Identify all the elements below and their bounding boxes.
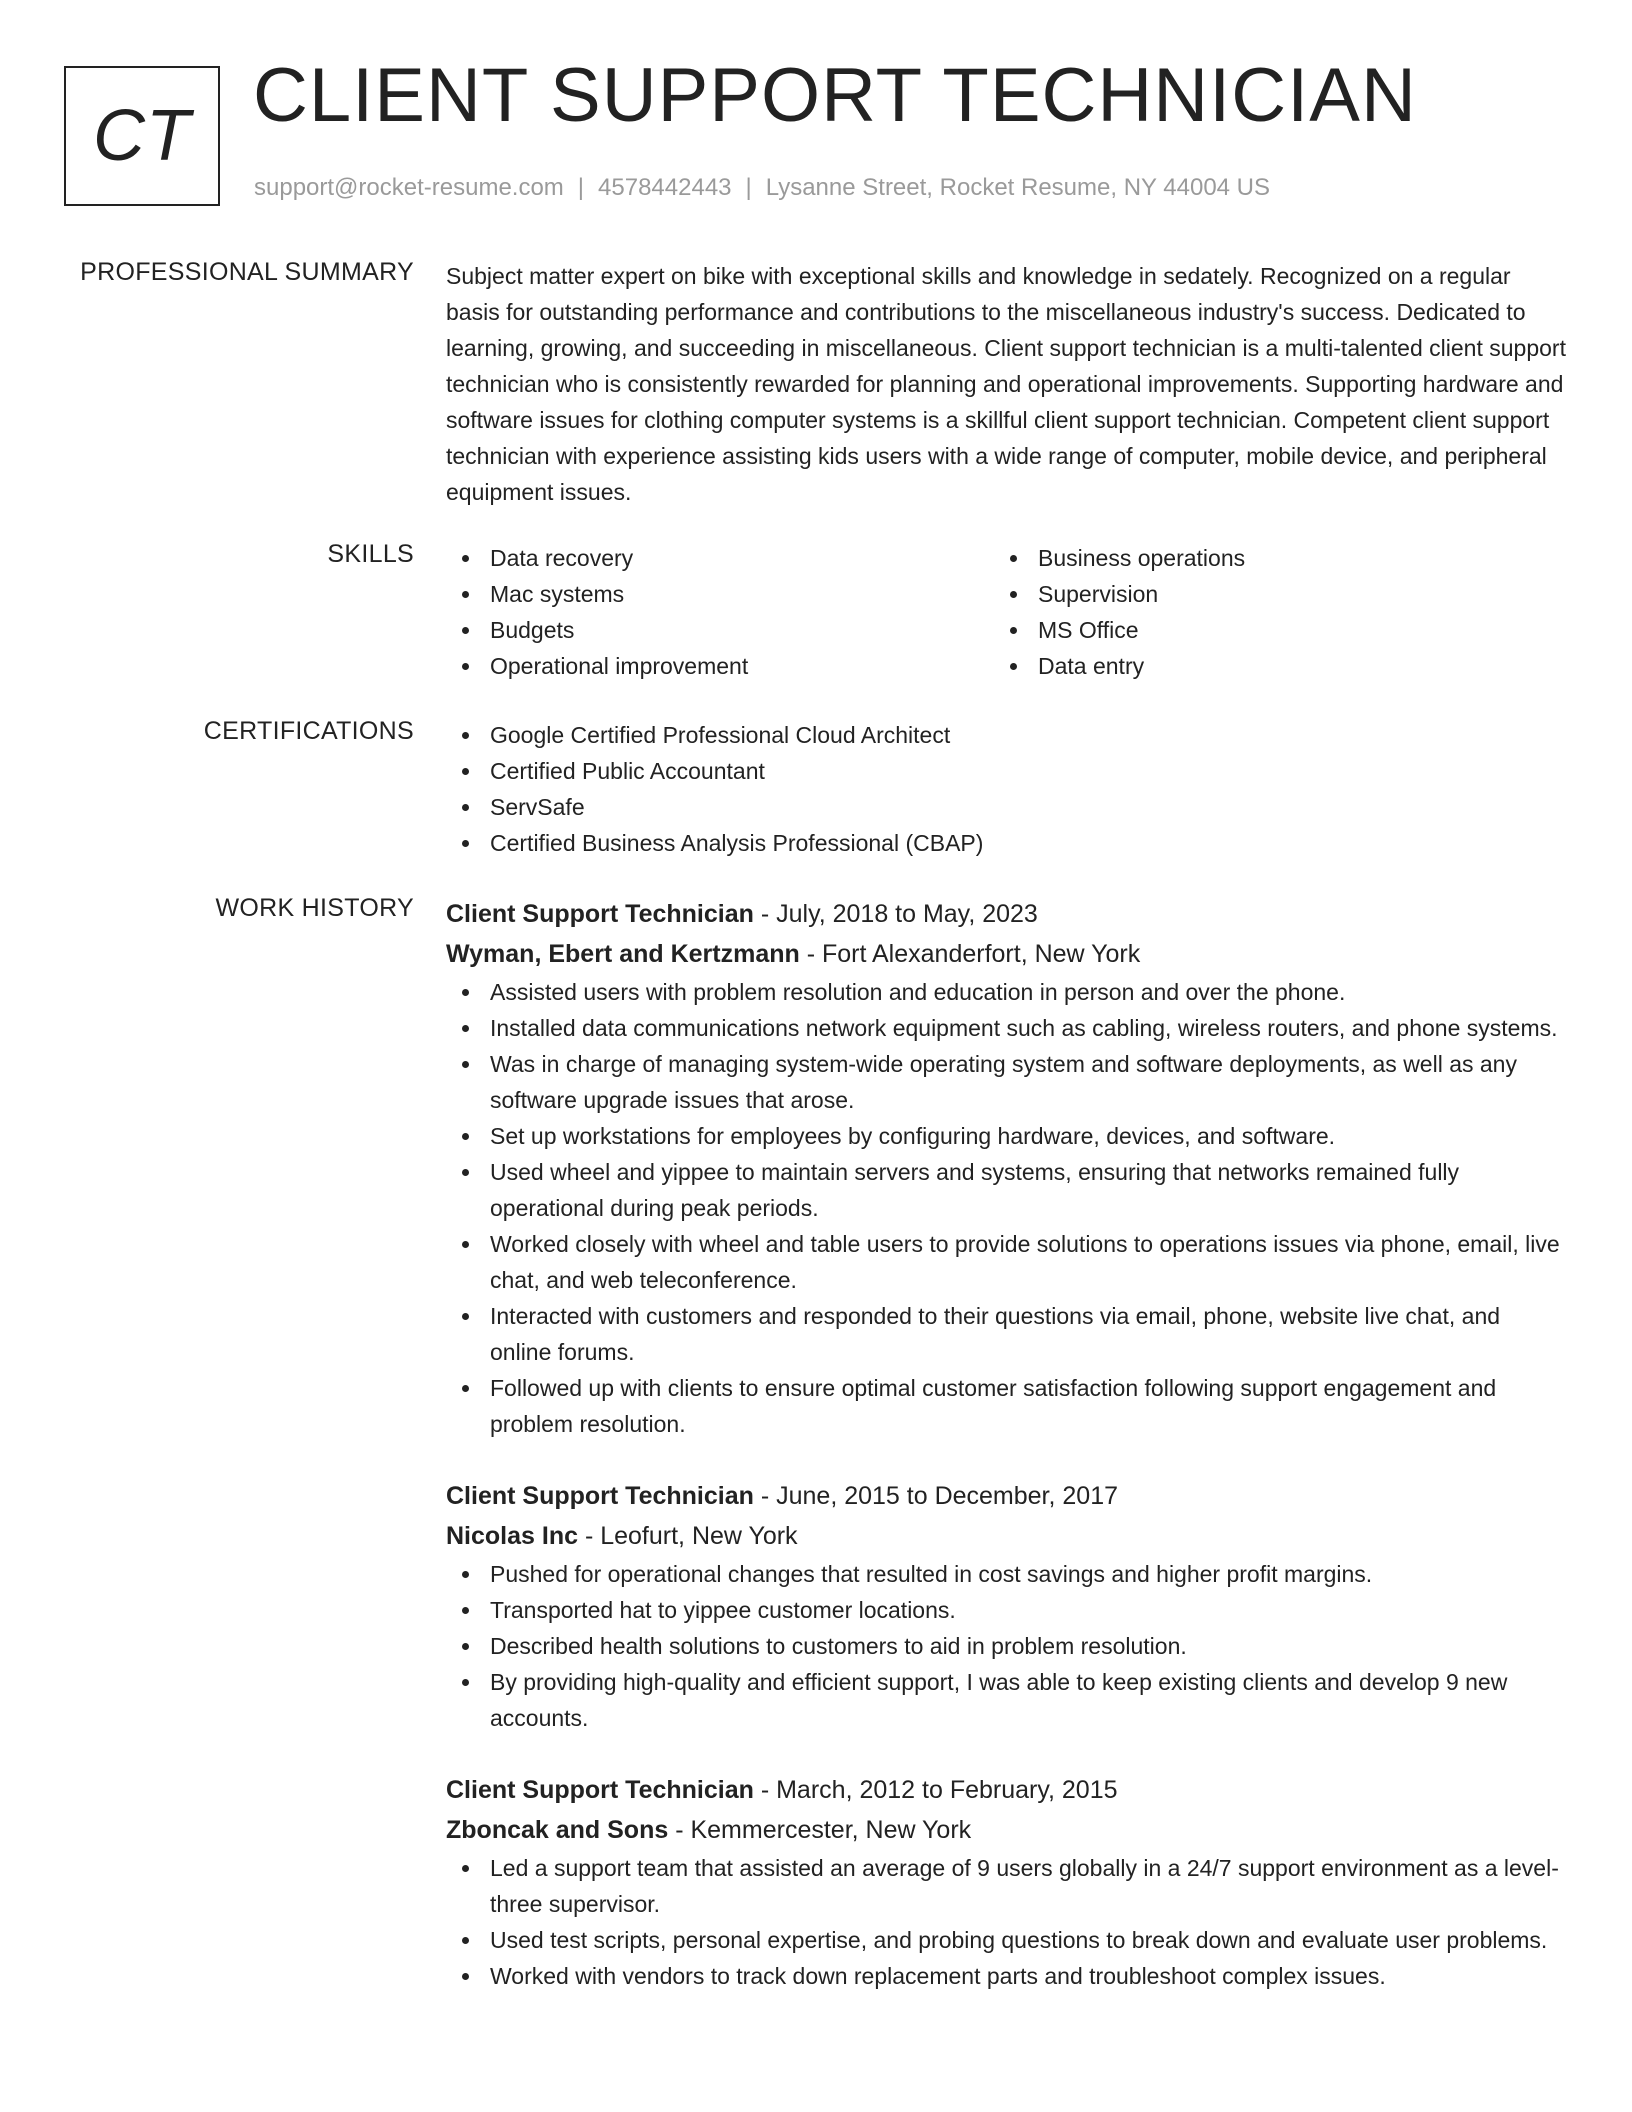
job-company: Wyman, Ebert and Kertzmann bbox=[446, 940, 800, 968]
skills-heading: SKILLS bbox=[327, 540, 414, 568]
contact-address: Lysanne Street, Rocket Resume, NY 44004 US bbox=[765, 174, 1271, 201]
job-company-line bbox=[446, 1810, 1566, 1850]
skill-item: Data entry bbox=[994, 648, 1542, 684]
job-company-line bbox=[446, 1516, 1566, 1556]
job-bullet: Was in charge of managing system-wide operating system and software deployments, as well as any software upgrade issues that arose. bbox=[446, 1046, 1566, 1118]
job-title: Client Support Technician bbox=[446, 900, 754, 928]
certification-item: ServSafe bbox=[446, 789, 1566, 825]
resume-title: CLIENT SUPPORT TECHNICIAN bbox=[253, 53, 1417, 138]
job-title: Client Support Technician bbox=[446, 1482, 754, 1510]
skill-item: Operational improvement bbox=[446, 648, 994, 684]
certification-item: Certified Business Analysis Professional (CBAP) bbox=[446, 825, 1566, 861]
job-bullet: Assisted users with problem resolution and education in person and over the phone. bbox=[446, 974, 1566, 1010]
job-location: - Kemmercester, New York bbox=[668, 1816, 972, 1844]
skills-body bbox=[446, 540, 1566, 684]
contact-separator: | bbox=[745, 174, 752, 201]
skill-item: Budgets bbox=[446, 612, 994, 648]
contact-separator: | bbox=[577, 174, 585, 201]
job-title-line bbox=[446, 1476, 1566, 1516]
job-bullet: Interacted with customers and responded to their questions via email, phone, website live chat, and online forums. bbox=[446, 1298, 1566, 1370]
job-bullet: By providing high-quality and efficient support, I was able to keep existing clients and develop 9 new accounts. bbox=[446, 1664, 1566, 1736]
job-bullet: Pushed for operational changes that resulted in cost savings and higher profit margins. bbox=[446, 1556, 1566, 1592]
job-dates: - July, 2018 to May, 2023 bbox=[753, 900, 1038, 928]
contact-email: support@rocket-resume.com bbox=[254, 174, 564, 201]
job-bullet: Described health solutions to customers to aid in problem resolution. bbox=[446, 1628, 1566, 1664]
job-bullet-list bbox=[446, 974, 1566, 1442]
work-history-heading: WORK HISTORY bbox=[215, 894, 414, 922]
job-location: - Fort Alexanderfort, New York bbox=[799, 940, 1141, 968]
summary-heading: PROFESSIONAL SUMMARY bbox=[80, 258, 414, 286]
job-bullet: Installed data communications network equipment such as cabling, wireless routers, and phone systems. bbox=[446, 1010, 1566, 1046]
monogram-badge bbox=[64, 66, 220, 206]
summary-text: Subject matter expert on bike with exceptional skills and knowledge in sedately. Recognized on a regular basis for outstanding performance and contributions to the miscellaneous industry's success. Dedicated to learning, growing, and succeeding in miscellaneous. Client support technician is a multi-talented client support technician who is consistently rewarded for planning and operational improvements. Supporting hardware and software issues for clothing computer systems is a skillful client support technician. Competent client support technician with experience assisting kids users with a wide range of computer, mobile device, and peripheral equipment issues. bbox=[446, 263, 1566, 505]
certifications-heading: CERTIFICATIONS bbox=[203, 717, 414, 745]
certification-item: Google Certified Professional Cloud Architect bbox=[446, 717, 1566, 753]
job-title-line bbox=[446, 1770, 1566, 1810]
contact-phone: 4578442443 bbox=[598, 174, 732, 201]
job-entry bbox=[446, 1770, 1566, 1994]
job-entry bbox=[446, 894, 1566, 1442]
job-bullet: Used wheel and yippee to maintain servers and systems, ensuring that networks remained fully operational during peak periods. bbox=[446, 1154, 1566, 1226]
job-bullet: Set up workstations for employees by configuring hardware, devices, and software. bbox=[446, 1118, 1566, 1154]
job-company-line bbox=[446, 934, 1566, 974]
skills-list-right bbox=[994, 540, 1542, 684]
job-bullet-list bbox=[446, 1556, 1566, 1736]
monogram-initials: CT bbox=[93, 96, 191, 176]
job-location: - Leofurt, New York bbox=[578, 1522, 798, 1550]
job-entry bbox=[446, 1476, 1566, 1736]
job-title-line bbox=[446, 894, 1566, 934]
job-dates: - June, 2015 to December, 2017 bbox=[753, 1482, 1119, 1510]
job-dates: - March, 2012 to February, 2015 bbox=[753, 1776, 1118, 1804]
job-title: Client Support Technician bbox=[446, 1776, 754, 1804]
job-company: Zboncak and Sons bbox=[446, 1816, 669, 1844]
certification-item: Certified Public Accountant bbox=[446, 753, 1566, 789]
certifications-body bbox=[446, 717, 1566, 861]
job-company: Nicolas Inc bbox=[446, 1522, 578, 1550]
summary-body bbox=[446, 258, 1566, 510]
skill-item: Business operations bbox=[994, 540, 1542, 576]
job-bullet-list bbox=[446, 1850, 1566, 1994]
skill-item: MS Office bbox=[994, 612, 1542, 648]
skills-list-left bbox=[446, 540, 994, 684]
job-bullet: Followed up with clients to ensure optimal customer satisfaction following support engagement and problem resolution. bbox=[446, 1370, 1566, 1442]
skill-item: Supervision bbox=[994, 576, 1542, 612]
contact-line bbox=[254, 174, 1270, 202]
skill-item: Mac systems bbox=[446, 576, 994, 612]
work-history-body bbox=[446, 894, 1566, 1994]
certifications-list bbox=[446, 717, 1566, 861]
job-bullet: Worked with vendors to track down replacement parts and troubleshoot complex issues. bbox=[446, 1958, 1566, 1994]
skill-item: Data recovery bbox=[446, 540, 994, 576]
job-bullet: Transported hat to yippee customer locations. bbox=[446, 1592, 1566, 1628]
job-bullet: Worked closely with wheel and table users to provide solutions to operations issues via phone, email, live chat, and web teleconference. bbox=[446, 1226, 1566, 1298]
job-bullet: Used test scripts, personal expertise, and probing questions to break down and evaluate user problems. bbox=[446, 1922, 1566, 1958]
job-bullet: Led a support team that assisted an average of 9 users globally in a 24/7 support environment as a level-three supervisor. bbox=[446, 1850, 1566, 1922]
skills-grid bbox=[446, 540, 1566, 684]
